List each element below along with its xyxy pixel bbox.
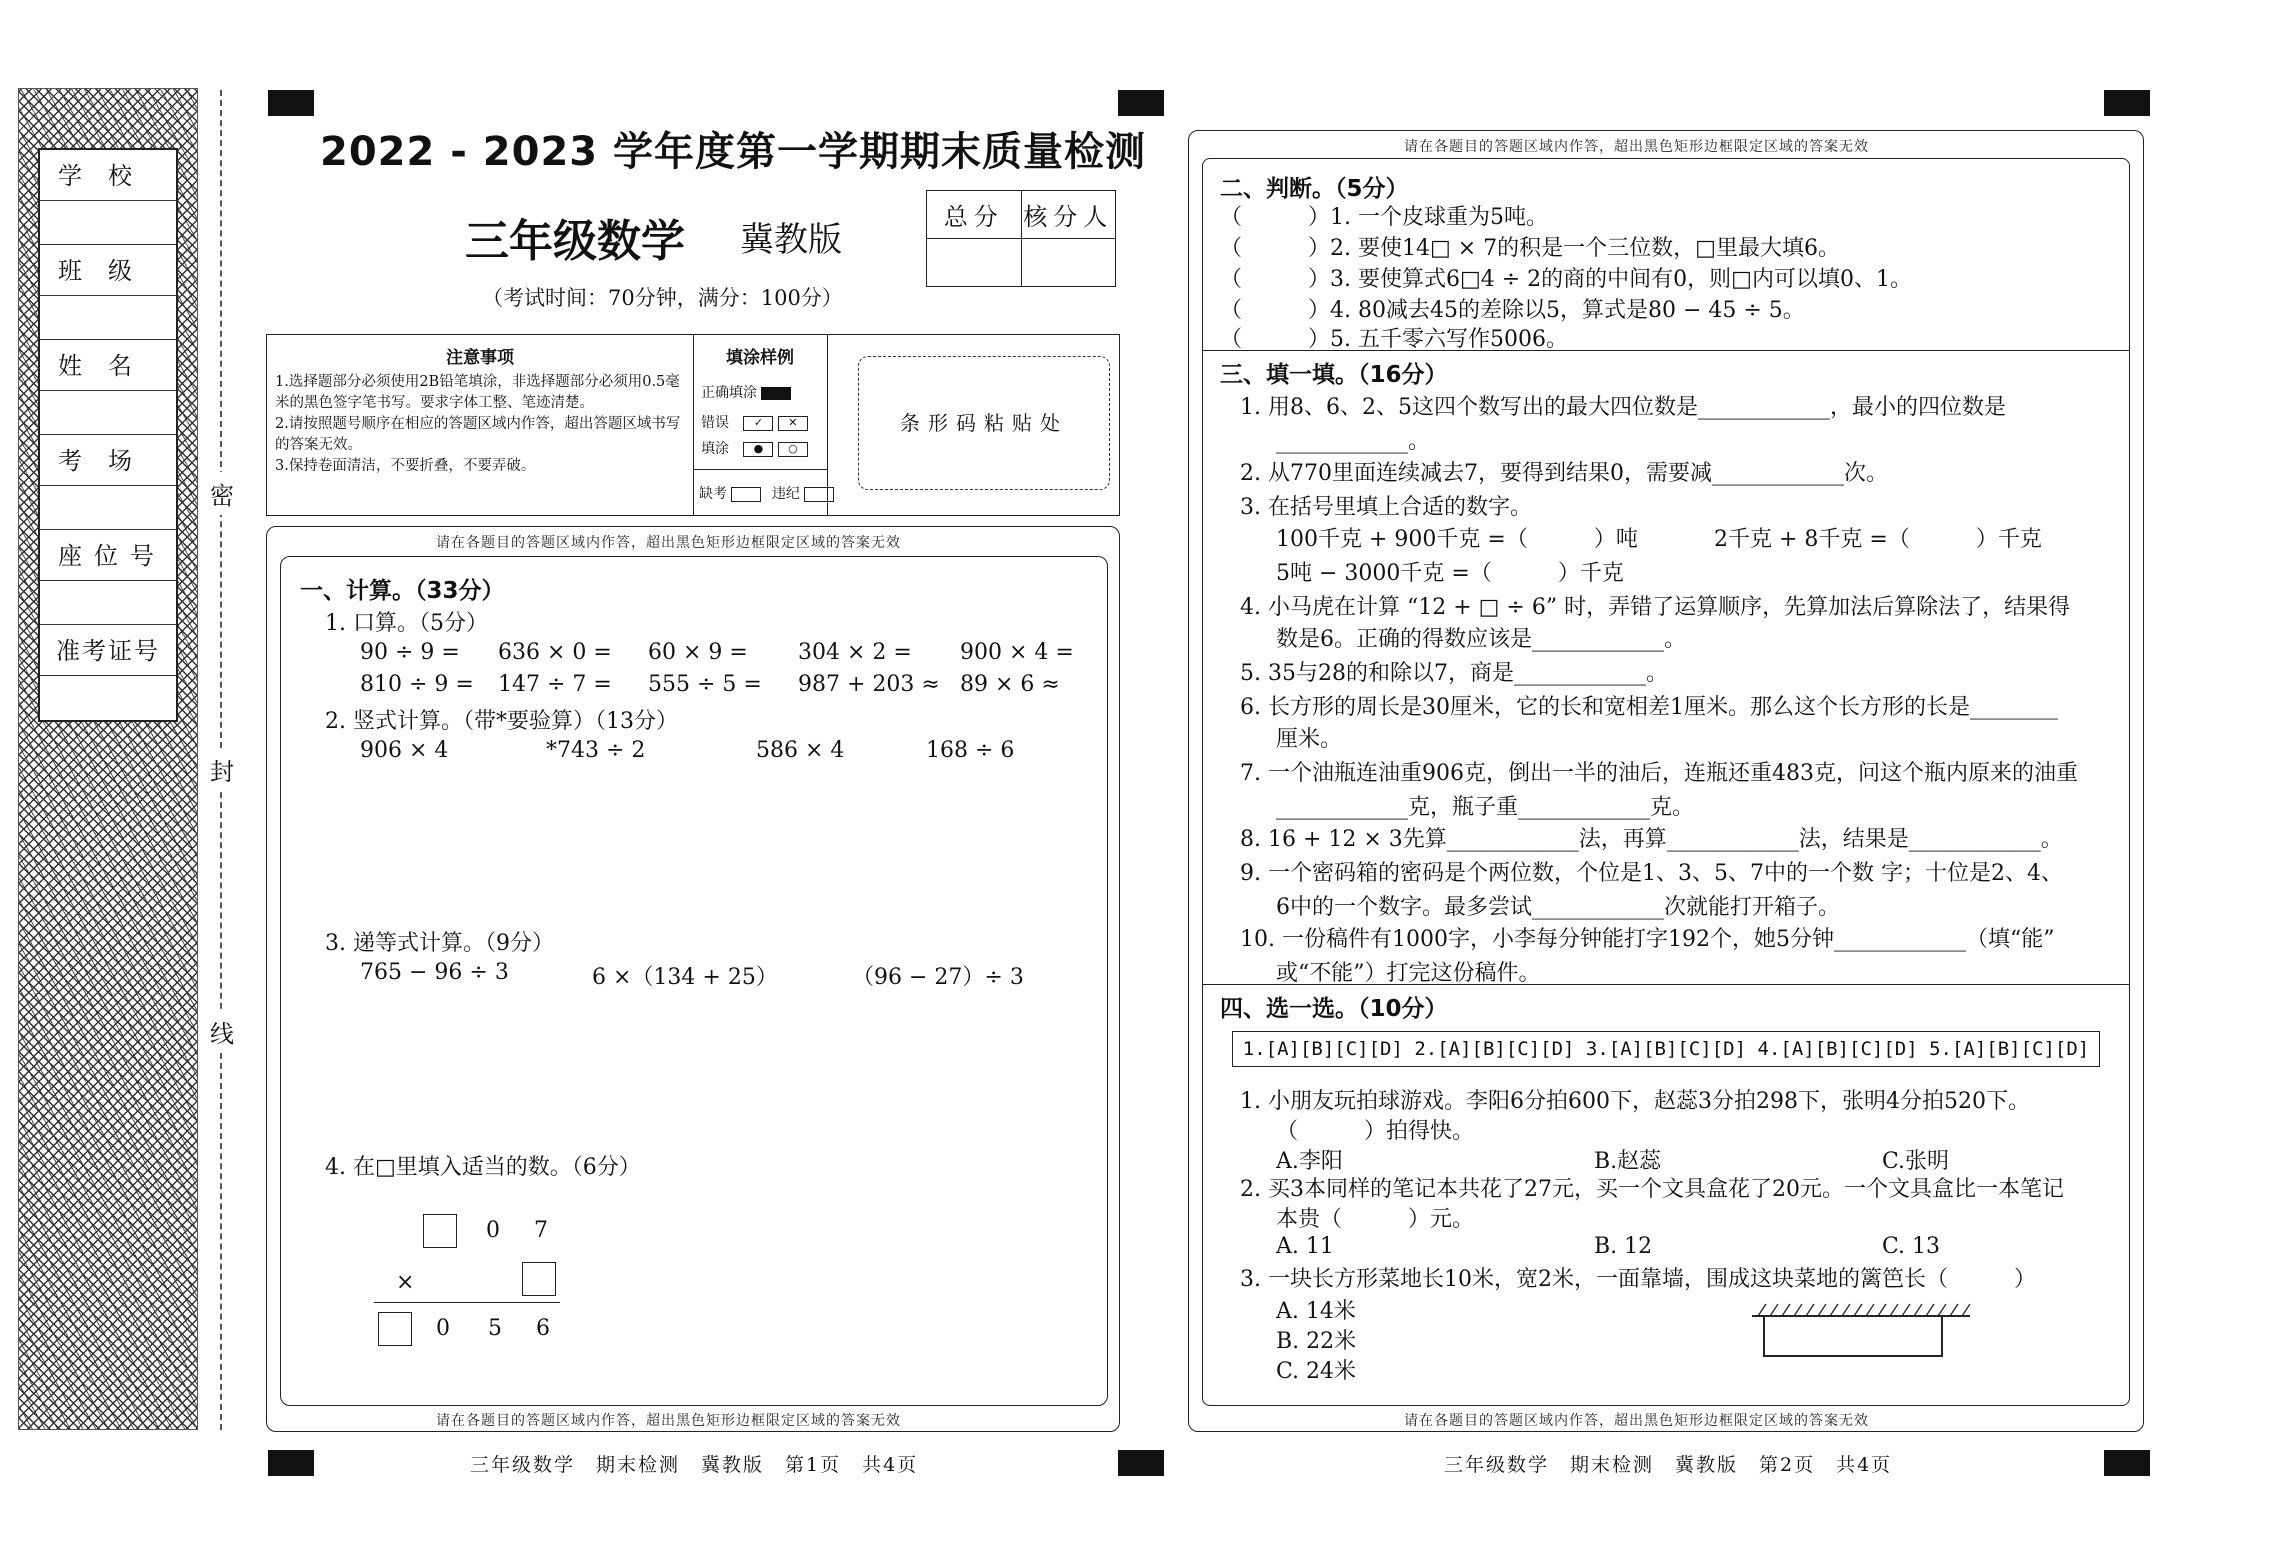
- oral-7: 147 ÷ 7 =: [498, 672, 612, 697]
- garden-wall-diagram: [1748, 1300, 1974, 1364]
- correct-fill-sample: [761, 387, 791, 400]
- registration-mark: [1118, 90, 1164, 116]
- fill-1a: 1. 用8、6、2、5这四个数写出的最大四位数是____________，最小的四位数是: [1240, 395, 2006, 420]
- choice-3-opt-b: B. 22米: [1276, 1329, 1357, 1354]
- info-row-id: [40, 625, 176, 720]
- choice-2b: 本贵（ ）元。: [1276, 1207, 1475, 1232]
- wrong-label: 错误: [701, 415, 729, 431]
- score-checker-header: 核分人: [1021, 191, 1116, 239]
- seal-char-feng: 封: [210, 748, 234, 791]
- check-icon: ✓: [743, 416, 773, 431]
- info-row-class: [40, 245, 176, 340]
- subject-title: 三年级数学: [465, 216, 685, 267]
- digit: 5: [488, 1316, 502, 1341]
- q3-label: 3. 递等式计算。（9分）: [325, 931, 554, 956]
- digit-box-3[interactable]: [378, 1312, 412, 1346]
- step-2: 6 ×（134 + 25）: [592, 965, 778, 990]
- choice-2-opt-a: A. 11: [1276, 1234, 1334, 1259]
- choice-1-opt-a: A.李阳: [1276, 1149, 1343, 1174]
- fill-10a: 10. 一份稿件有1000字，小李每分钟能打字192个，她5分钟____________（填“能”: [1240, 927, 2055, 952]
- notice-item: 2.请按照题号顺序在相应的答题区域内作答，超出答题区域书写的答案无效。: [275, 416, 681, 453]
- fill-6b: 厘米。: [1276, 727, 1343, 752]
- page2-warning-bottom: 请在各题目的答题区域内作答，超出黑色矩形边框限定区域的答案无效: [1404, 1413, 1869, 1429]
- info-row-room: [40, 435, 176, 530]
- seal-char-xian: 线: [210, 1010, 234, 1053]
- judge-3: （ ）3. 要使算式6□4 ÷ 2的商的中间有0，则□内可以填0、1。: [1220, 267, 1912, 292]
- step-3: （96 − 27）÷ 3: [852, 965, 1024, 990]
- fill-10b: 或“不能”）打完这份稿件。: [1276, 961, 1541, 986]
- info-label: 班级: [58, 257, 158, 285]
- page1-footer: 三年级数学 期末检测 冀教版 第1页 共4页: [470, 1454, 919, 1476]
- choice-2-opt-c: C. 13: [1882, 1234, 1941, 1259]
- fill-3b: 2千克 + 8千克 =（ ）千克: [1714, 527, 2042, 552]
- choice-1-opt-c: C.张明: [1882, 1149, 1950, 1174]
- digit: 0: [436, 1316, 450, 1341]
- fill-7a: 7. 一个油瓶连油重906克，倒出一半的油后，连瓶还重483克，问这个瓶内原来的油重: [1240, 761, 2078, 786]
- violation-box[interactable]: [804, 487, 834, 502]
- section2-heading: 二、判断。（5分）: [1220, 176, 1409, 202]
- circle-icon: ○: [778, 442, 808, 457]
- registration-mark: [268, 90, 314, 116]
- wrong-label-2: 填涂: [701, 441, 729, 457]
- score-total-header: 总分: [927, 191, 1022, 239]
- choice-3a: 3. 一块长方形菜地长10米，宽2米，一面靠墙，围成这块菜地的篱笆长（ ）: [1240, 1267, 2036, 1292]
- fill-4b: 数是6。正确的得数应该是____________。: [1276, 627, 1686, 652]
- oral-6: 810 ÷ 9 =: [360, 672, 474, 697]
- absent-label: 缺考: [699, 486, 727, 502]
- judge-2: （ ）2. 要使14□ × 7的积是一个三位数，□里最大填6。: [1220, 236, 1840, 261]
- digit: 0: [486, 1218, 500, 1243]
- student-info-box: [38, 148, 178, 722]
- vertical-4: 168 ÷ 6: [926, 738, 1015, 763]
- section4-heading: 四、选一选。（10分）: [1220, 996, 1448, 1022]
- exam-title: 2022 - 2023 学年度第一学期期末质量检测: [320, 129, 1147, 175]
- oral-1: 90 ÷ 9 =: [360, 640, 460, 665]
- fill-3: 3. 在括号里填上合适的数字。: [1240, 495, 1532, 520]
- info-label: 座位号: [58, 542, 166, 570]
- fill-2: 2. 从770里面连续减去7，要得到结果0，需要减____________次。: [1240, 461, 1888, 486]
- violation-label: 违纪: [771, 486, 800, 502]
- page2-warning-top: 请在各题目的答题区域内作答，超出黑色矩形边框限定区域的答案无效: [1404, 139, 1869, 155]
- notice-item: 1.选择题部分必须使用2B铅笔填涂，非选择题部分必须用0.5毫米的黑色签字笔书写。要求字体工整、笔迹清楚。: [275, 374, 680, 411]
- oral-2: 636 × 0 =: [498, 640, 612, 665]
- info-row-seat: [40, 530, 176, 625]
- page1-warning-top: 请在各题目的答题区域内作答，超出黑色矩形边框限定区域的答案无效: [436, 535, 901, 551]
- fill-6a: 6. 长方形的周长是30厘米，它的长和宽相差1厘米。那么这个长方形的长是________: [1240, 695, 2058, 720]
- choice-2-opt-b: B. 12: [1594, 1234, 1653, 1259]
- product-rule: [374, 1302, 560, 1303]
- info-label: 姓名: [58, 352, 158, 380]
- digit-box-1[interactable]: [423, 1214, 457, 1248]
- fill-8: 8. 16 + 12 × 3先算____________法，再算____________法，结果是____________。: [1240, 827, 2063, 852]
- vertical-2: *743 ÷ 2: [546, 738, 646, 763]
- fill-5: 5. 35与28的和除以7，商是____________。: [1240, 661, 1668, 686]
- digit: 7: [534, 1218, 548, 1243]
- edition-label: 冀教版: [740, 220, 842, 260]
- page1-warning-bottom: 请在各题目的答题区域内作答，超出黑色矩形边框限定区域的答案无效: [436, 1413, 901, 1429]
- q2-label: 2. 竖式计算。（带*要验算）（13分）: [325, 709, 678, 734]
- fill-3c: 5吨 − 3000千克 =（ ）千克: [1276, 561, 1624, 586]
- vertical-1: 906 × 4: [360, 738, 449, 763]
- fill-3a: 100千克 + 900千克 =（ ）吨: [1276, 527, 1638, 552]
- seal-char-mi: 密: [210, 472, 234, 515]
- info-label: 考场: [58, 447, 158, 475]
- cross-icon: ✕: [778, 416, 808, 431]
- fill-9a: 9. 一个密码箱的密码是个两位数，个位是1、3、5、7中的一个数 字；十位是2、4、: [1240, 861, 2063, 886]
- digit-box-2[interactable]: [522, 1262, 556, 1296]
- oral-5: 900 × 4 =: [960, 640, 1074, 665]
- dot-icon: ●: [743, 442, 773, 457]
- registration-mark: [1118, 1450, 1164, 1476]
- page2-footer: 三年级数学 期末检测 冀教版 第2页 共4页: [1444, 1454, 1893, 1476]
- score-table: [926, 190, 1116, 287]
- notice-heading: 注意事项: [446, 348, 514, 368]
- vertical-3: 586 × 4: [756, 738, 845, 763]
- info-row-school: [40, 150, 176, 245]
- step-1: 765 − 96 ÷ 3: [360, 960, 509, 985]
- sample-heading: 填涂样例: [726, 348, 794, 368]
- oral-10: 89 × 6 ≈: [960, 672, 1060, 697]
- absent-box[interactable]: [731, 487, 761, 502]
- correct-label: 正确填涂: [701, 385, 757, 401]
- choice-2a: 2. 买3本同样的笔记本共花了27元，买一个文具盒花了20元。一个文具盒比一本笔记: [1240, 1177, 2064, 1202]
- judge-5: （ ）5. 五千零六写作5006。: [1220, 327, 1568, 352]
- oral-8: 555 ÷ 5 =: [648, 672, 762, 697]
- answer-bubble-bar[interactable]: 1.[A][B][C][D] 2.[A][B][C][D] 3.[A][B][C][D] 4.[A][B][C][D] 5.[A][B][C][D]: [1232, 1031, 2100, 1067]
- score-total-cell[interactable]: [927, 239, 1022, 287]
- exam-info: （考试时间：70分钟，满分：100分）: [482, 286, 843, 310]
- oral-9: 987 + 203 ≈: [798, 672, 940, 697]
- fill-sample: [693, 335, 828, 515]
- info-label: 学校: [58, 162, 158, 190]
- oral-4: 304 × 2 =: [798, 640, 912, 665]
- score-checker-cell[interactable]: [1021, 239, 1116, 287]
- registration-mark: [268, 1450, 314, 1476]
- section-divider: [1202, 984, 2130, 985]
- registration-mark: [2104, 1450, 2150, 1476]
- digit: 6: [536, 1316, 550, 1341]
- times-sign: ×: [396, 1270, 415, 1295]
- choice-3-opt-c: C. 24米: [1276, 1359, 1357, 1384]
- notice-item: 3.保持卷面清洁，不要折叠，不要弄破。: [275, 458, 536, 474]
- barcode-area: 条形码粘贴处: [858, 356, 1110, 490]
- info-label: 准考证号: [56, 637, 160, 665]
- choice-1a: 1. 小朋友玩拍球游戏。李阳6分拍600下，赵蕊3分拍298下，张明4分拍520下。: [1240, 1089, 2030, 1114]
- fill-4a: 4. 小马虎在计算 “12 + □ ÷ 6” 时，弄错了运算顺序，先算加法后算除法了，结果得: [1240, 595, 2071, 620]
- registration-mark: [2104, 90, 2150, 116]
- q4-label: 4. 在□里填入适当的数。（6分）: [325, 1155, 641, 1180]
- choice-3-opt-a: A. 14米: [1276, 1299, 1356, 1324]
- fill-7b: ____________克，瓶子重____________克。: [1276, 795, 1695, 820]
- choice-1b: （ ）拍得快。: [1276, 1119, 1475, 1144]
- info-row-name: [40, 340, 176, 435]
- section1-heading: 一、计算。（33分）: [300, 578, 505, 604]
- oral-3: 60 × 9 =: [648, 640, 748, 665]
- section-divider: [1202, 350, 2130, 351]
- choice-1-opt-b: B.赵蕊: [1594, 1149, 1662, 1174]
- fill-9b: 6中的一个数字。最多尝试____________次就能打开箱子。: [1276, 895, 1840, 920]
- judge-4: （ ）4. 80减去45的差除以5，算式是80 − 45 ÷ 5。: [1220, 298, 1805, 323]
- q1-label: 1. 口算。（5分）: [325, 611, 488, 636]
- judge-1: （ ）1. 一个皮球重为5吨。: [1220, 205, 1548, 230]
- fill-1b: ____________。: [1276, 429, 1431, 454]
- notice-rules: [267, 335, 694, 515]
- section3-heading: 三、填一填。（16分）: [1220, 362, 1448, 388]
